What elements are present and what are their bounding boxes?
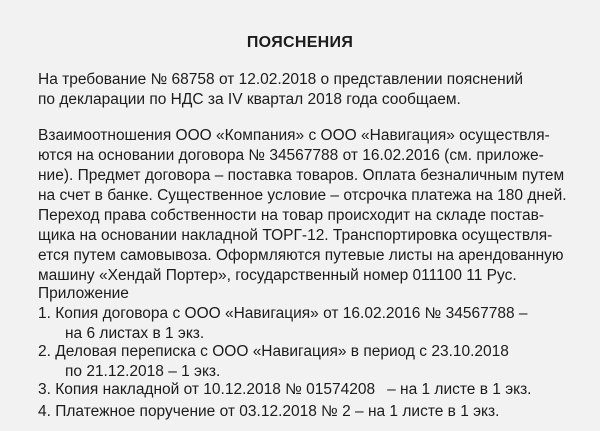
attachment-line: по 21.12.2018 – 1 экз. xyxy=(65,363,221,380)
body-line: Взаимоотношения ООО «Компания» с ООО «Навигация» осуществля- xyxy=(38,127,550,144)
attachment-line: 4. Платежное поручение от 03.12.2018 № 2 – на 1 листе в 1 экз. xyxy=(38,403,500,420)
intro-line: На требование № 68758 от 12.02.2018 о представлении пояснений xyxy=(38,71,524,88)
body-line: машину «Хендай Портер», государственный номер 011100 11 Рус. xyxy=(38,267,517,284)
attachments-heading: Приложение xyxy=(38,285,129,302)
attachment-line: на 6 листах в 1 экз. xyxy=(65,325,205,342)
attachment-item-4 xyxy=(38,402,578,422)
attachment-line: 1. Копия договора с ООО «Навигация» от 16.02.2016 № 34567788 – xyxy=(38,305,528,322)
body-line: Переход права собственности на товар происходит на складе постав- xyxy=(38,207,544,224)
attachment-item-1 xyxy=(38,304,578,344)
attachment-text: 3. Копия накладной от 10.12.2018 № 01574208 xyxy=(38,381,376,398)
intro-paragraph xyxy=(38,70,578,110)
body-line: ются на основании договора № 34567788 от 16.02.2016 (см. приложе- xyxy=(38,147,544,164)
attachment-line xyxy=(38,380,578,400)
body-line: на счет в банке. Существенное условие – отсрочка платежа на 180 дней. xyxy=(38,187,567,204)
attachment-text: – на 1 листе в 1 экз. xyxy=(387,381,532,398)
body-paragraph xyxy=(38,126,578,286)
body-line: ние). Предмет договора – поставка товаров. Оплата безналичным путем xyxy=(38,167,565,184)
body-line: ется путем самовывоза. Оформляются путевые листы на арендованную xyxy=(38,247,564,264)
attachment-item-2 xyxy=(38,342,578,382)
attachment-item-3 xyxy=(38,380,578,400)
body-line: щика на основании накладной ТОРГ-12. Транспортировка осуществля- xyxy=(38,227,553,244)
attachment-line: 2. Деловая переписка с ООО «Навигация» в период с 23.10.2018 xyxy=(38,343,509,360)
intro-line: по декларации по НДС за IV квартал 2018 года сообщаем. xyxy=(38,91,461,108)
document-title: ПОЯСНЕНИЯ xyxy=(246,34,354,51)
